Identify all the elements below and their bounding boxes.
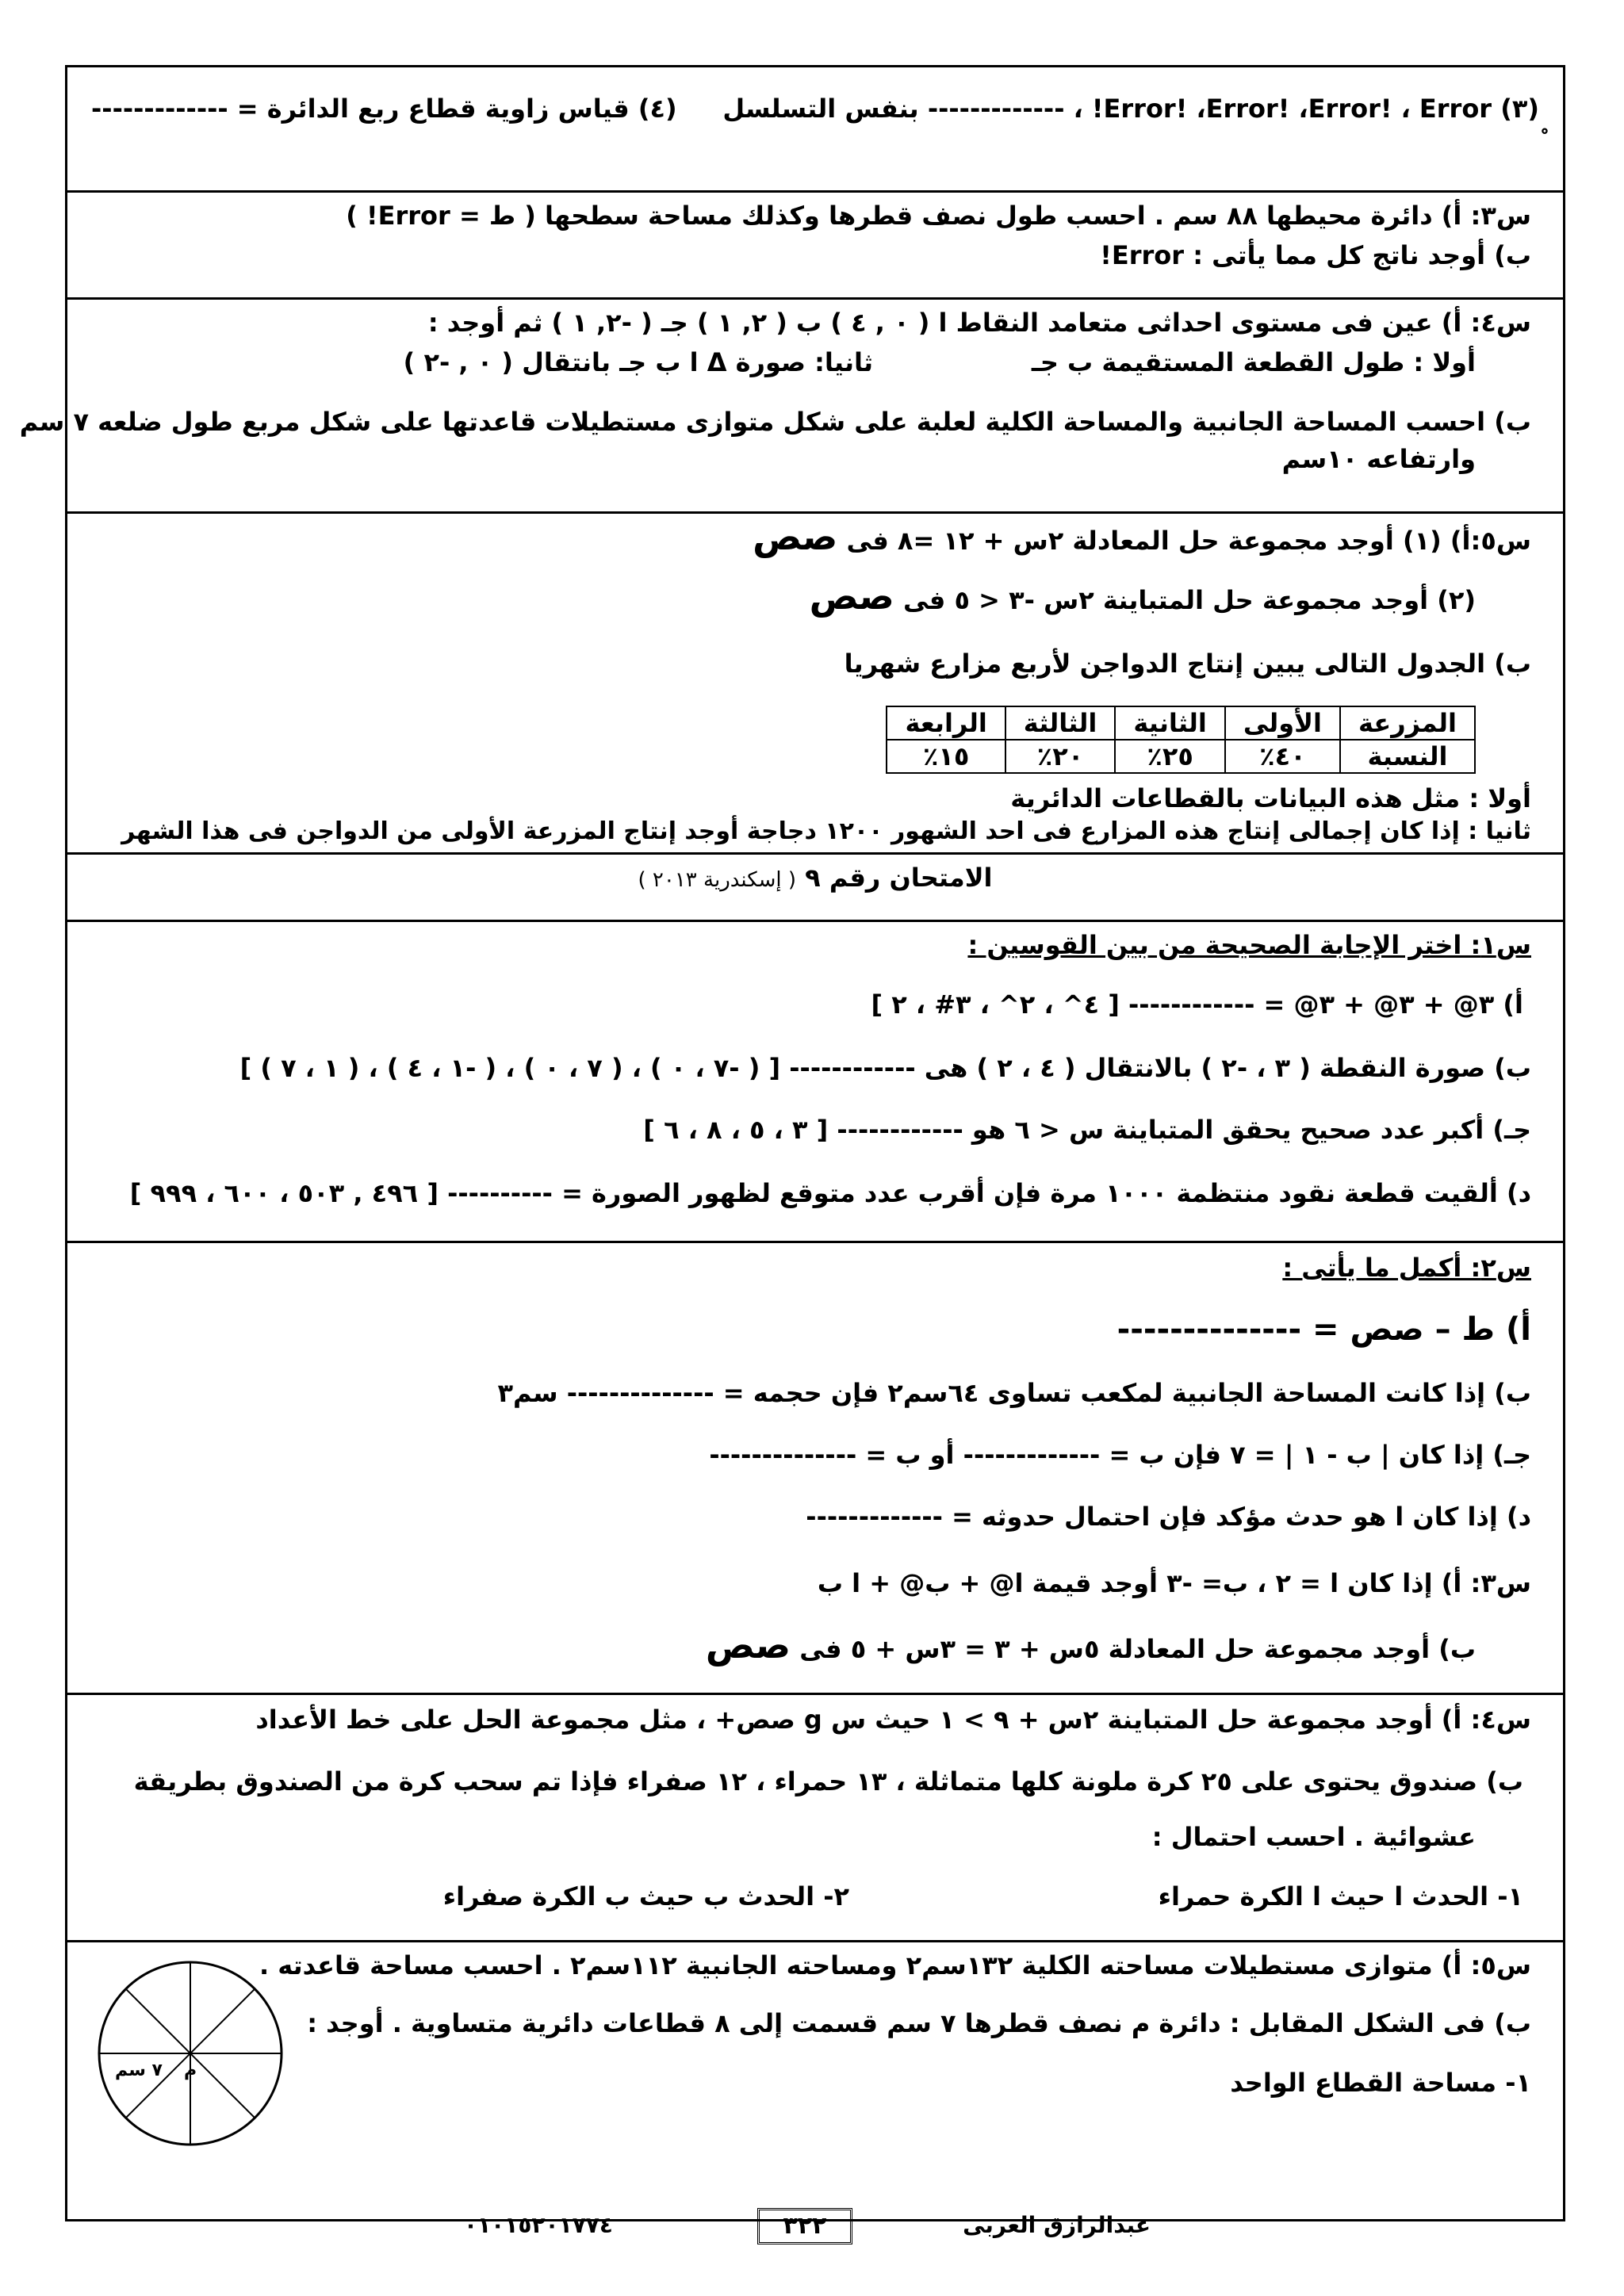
e4-b1: ب) صندوق يحتوى على ٢٥ كرة ملونة كلها متماثلة ، ١٣ حمراء ، ١٢ صفراء فإذا تم سحب كرة من الصندوق بطريقة xyxy=(133,1766,1523,1797)
farm-table xyxy=(886,706,1476,774)
page-number: ٣٢٢ xyxy=(757,2208,852,2244)
e2-head: س٢: أكمل ما يأتى : xyxy=(1282,1253,1531,1283)
e4-a: س٤: أ) أوجد مجموعة حل المتباينة ٢س + ٩ > ١ حيث س g صص+ ، مثل مجموعة الحل على خط الأعداد xyxy=(255,1705,1531,1735)
exam-page xyxy=(19,65,1565,2240)
e3-b: ب) أوجد مجموعة حل المعادلة ٥س + ٣ = ٣س + ٥ فى صص xyxy=(705,1624,1476,1667)
e5-b: ب) فى الشكل المقابل : دائرة م نصف قطرها ٧ سم قسمت إلى ٨ قطاعات دائرية متساوية . أوجد : xyxy=(307,2008,1531,2038)
s4-a1: أولا : طول القطعة المستقيمة ب جـ xyxy=(1031,347,1476,377)
center-label: م xyxy=(183,2061,197,2080)
divider xyxy=(67,1693,1563,1695)
e2-d: د) إذا كان ا هو حدث مؤكد فإن احتمال حدوثه = ------------- xyxy=(806,1502,1531,1532)
e3-a: س٣: أ) إذا كان ا = ٢ ، ب= -٣ أوجد قيمة ا@ + ب@ + ا ب xyxy=(817,1568,1531,1598)
divider xyxy=(67,297,1563,300)
divider xyxy=(67,920,1563,922)
q3-line: (٣) Error! ،Error! ،Error! ، Error! ، ------------- بنفس التسلسل xyxy=(722,94,1539,124)
q4-line: (٤) قياس زاوية قطاع ربع الدائرة = ------------- xyxy=(91,94,677,124)
table-header: الثالثة xyxy=(1005,706,1116,740)
e4-p1: ١- الحدث ا حيث ا الكرة حمراء xyxy=(1158,1881,1523,1911)
e5-b1: ١- مساحة القطاع الواحد xyxy=(1230,2068,1531,2098)
author: عبدالرازق العربى xyxy=(963,2212,1151,2238)
s5-a1: س٥:أ) (١) أوجد مجموعة حل المعادلة ٢س + ١٢ =٨ فى صص xyxy=(753,515,1531,558)
e1-c: جـ) أكبر عدد صحيح يحقق المتباينة س < ٦ هو ------------ [ ٣ ، ٥ ، ٨ ، ٦ ] xyxy=(643,1115,1531,1145)
e1-b: ب) صورة النقطة ( ٣ ، -٢ ) بالانتقال ( ٤ ، ٢ ) هى ------------ [ ( -٧ ، ٠ ) ، ( ٧ ، ٠ ) ، ( -١ ، ٤ ) ، ( ١ ، ٧ ) ] xyxy=(239,1053,1531,1083)
e5-a: س٥: أ) متوازى مستطيلات مساحته الكلية ١٣٢سم٢ ومساحته الجانبية ١١٢سم٢ . احسب مساحة قاعدته . xyxy=(259,1950,1531,1980)
s5-c2: ثانيا : إذا كان إجمالى إنتاج هذه المزارع فى احد الشهور ١٢٠٠ دجاجة أوجد إنتاج المزرعة الأولى من الدواجن فى هذا الشهر xyxy=(121,817,1531,845)
integers-symbol: صص xyxy=(705,1624,791,1667)
phone: ٠١٠١٥٢٠١٧٧٤ xyxy=(464,2212,613,2238)
s4-b2: وارتفاعه ١٠سم xyxy=(1281,444,1476,474)
table-cell: ٢٠٪ xyxy=(1005,740,1116,773)
s3-b: ب) أوجد ناتج كل مما يأتى : Error! xyxy=(1100,240,1531,270)
s4-a2: ثانيا: صورة Δ ا ب جـ بانتقال ( ٠ , -٢ ) xyxy=(403,347,873,377)
circle-sectors-figure xyxy=(87,1950,293,2156)
exam-title: الامتحان رقم ٩ ( إسكندرية ٢٠١٣ ) xyxy=(638,863,993,893)
divider xyxy=(67,190,1563,193)
radius-label: ٧ سم xyxy=(115,2061,163,2080)
e2-c: جـ) إذا كان | ب - ١ | = ٧ فإن ب = ------------- أو ب = -------------- xyxy=(709,1440,1531,1470)
divider xyxy=(67,852,1563,855)
e1-a: أ) ٣@ + ٣@ + ٣@ = ------------ [ ٤^ ، ٢^ ، ٣# ، ٢ ] xyxy=(871,989,1523,1020)
divider xyxy=(67,1241,1563,1243)
e4-b2: عشوائية . احسب احتمال : xyxy=(1151,1822,1476,1852)
s5-a2: (٢) أوجد مجموعة حل المتباينة ٢س -٣ < ٥ فى صص xyxy=(809,575,1476,618)
table-header: الأولى xyxy=(1225,706,1340,740)
integers-symbol: صص xyxy=(753,515,838,558)
s4-a: س٤: أ) عين فى مستوى احداثى متعامد النقاط ا ( ٠ , ٤ ) ب ( ٢, ١ ) جـ ( -٢, ١ ) ثم أوجد : xyxy=(427,308,1531,338)
e1-d: د) ألقيت قطعة نقود منتظمة ١٠٠٠ مرة فإن أقرب عدد متوقع لظهور الصورة = ---------- [ ٤٩٦ , ٥٠٣ ، ٦٠٠ ، ٩٩٩ ] xyxy=(129,1178,1531,1208)
table-row xyxy=(887,740,1475,773)
divider xyxy=(67,511,1563,514)
integers-symbol: صص xyxy=(809,575,894,618)
s5-b: ب) الجدول التالى يبين إنتاج الدواجن لأربع مزارع شهريا xyxy=(844,649,1531,679)
table-cell: النسبة xyxy=(1340,740,1475,773)
e2-a: أ) ط – صص = -------------- xyxy=(1116,1311,1531,1348)
footer xyxy=(67,2208,1563,2256)
table-cell: ٤٠٪ xyxy=(1225,740,1340,773)
table-row xyxy=(887,706,1475,740)
divider xyxy=(67,1940,1563,1942)
table-header: الرابعة xyxy=(887,706,1005,740)
e2-b: ب) إذا كانت المساحة الجانبية لمكعب تساوى ٦٤سم٢ فإن حجمه = -------------- سم٣ xyxy=(497,1378,1531,1408)
e1-head: س١: اختر الإجابة الصحيحة من بين القوسين : xyxy=(967,930,1531,960)
table-header: المزرعة xyxy=(1340,706,1475,740)
s5-c1: أولا : مثل هذه البيانات بالقطاعات الدائرية xyxy=(1010,783,1531,813)
s4-b1: ب) احسب المساحة الجانبية والمساحة الكلية لعلبة على شكل متوازى مستطيلات قاعدتها على شكل مربع طول ضلعه ٧ سم xyxy=(19,407,1531,437)
table-cell: ١٥٪ xyxy=(887,740,1005,773)
e4-p2: ٢- الحدث ب حيث ب الكرة صفراء xyxy=(442,1881,849,1911)
table-cell: ٢٥٪ xyxy=(1115,740,1225,773)
s3-a: س٣: أ) دائرة محيطها ٨٨ سم . احسب طول نصف قطرها وكذلك مساحة سطحها ( ط = Error! ) xyxy=(346,201,1531,231)
table-header: الثانية xyxy=(1115,706,1225,740)
